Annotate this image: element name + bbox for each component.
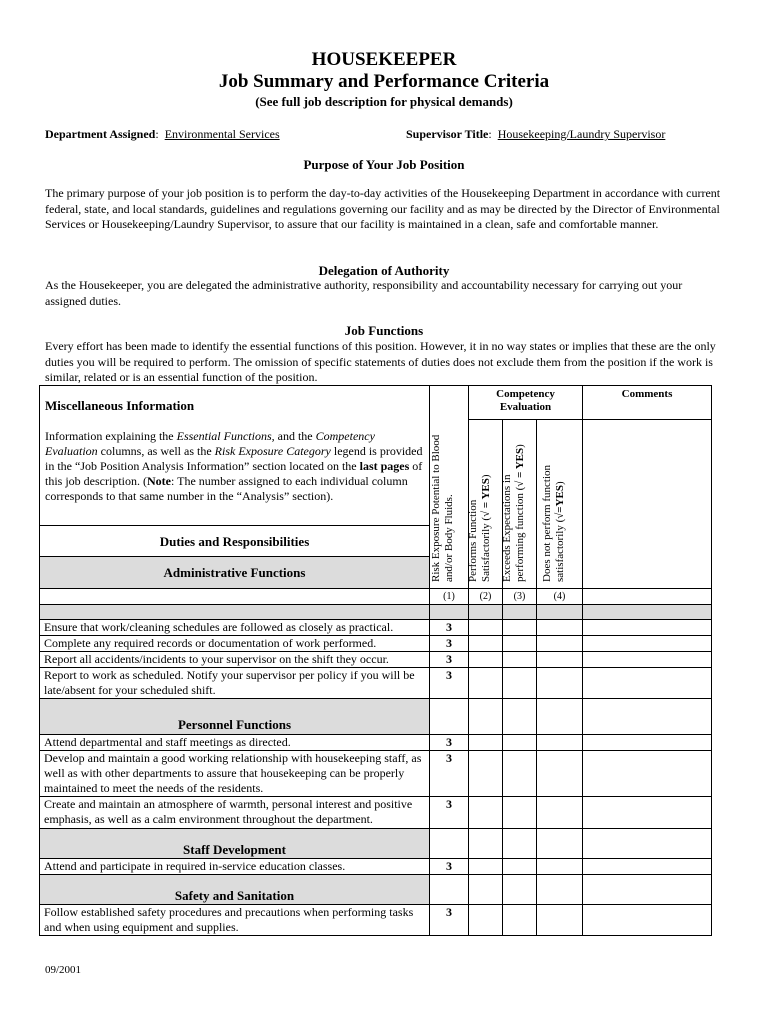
section-spacer [430, 875, 469, 905]
col3-line1: Exceeds Expectations in [500, 474, 513, 582]
duty-text: Report to work as scheduled. Notify your supervisor per policy if you will be late/absent for your scheduled shift. [40, 668, 430, 699]
spacer-cell [537, 605, 583, 620]
duty-text: Ensure that work/cleaning schedules are followed as closely as practical. [40, 620, 430, 636]
risk-value: 3 [430, 859, 469, 875]
col3-text: ) [513, 444, 525, 448]
spacer-cell [469, 605, 503, 620]
col2-text: Satisfactorily ( [479, 516, 491, 582]
performs-checkbox[interactable] [469, 797, 503, 829]
misc-info-cell [40, 386, 430, 526]
exceeds-checkbox[interactable] [503, 751, 537, 797]
performs-checkbox[interactable] [469, 636, 503, 652]
duty-text: Create and maintain an atmosphere of warmth, personal interest and positive emphasis, as well as a calm environment throughout the department. [40, 797, 430, 829]
does-not-checkbox[interactable] [537, 620, 583, 636]
risk-value: 3 [430, 668, 469, 699]
misc-text-part: and the [274, 429, 316, 443]
job-functions-text: Every effort has been made to identify the essential functions of this position. However, it in no way states or implies that these are the only duties you will be required to perform. The omission of specific statements of duties does not exclude them from the position if the work is similar, related or is an essential function of the position. [45, 339, 716, 384]
comments-field[interactable] [583, 668, 712, 699]
section-administrative-functions: Administrative Functions [40, 557, 430, 589]
does-not-checkbox[interactable] [537, 751, 583, 797]
section-personnel-functions: Personnel Functions [40, 699, 430, 735]
does-not-checkbox[interactable] [537, 735, 583, 751]
comments-field[interactable] [583, 735, 712, 751]
section-spacer [537, 829, 583, 859]
supervisor-value: Housekeeping/Laundry Supervisor [497, 127, 666, 141]
supervisor-title: Supervisor Title: Housekeeping/Laundry Supervisor [406, 127, 666, 141]
misc-info-text [45, 429, 424, 504]
duty-text: Follow established safety procedures and precautions when performing tasks and when using equipment and supplies. [40, 905, 430, 936]
department-value: Environmental Services [164, 127, 280, 141]
performs-checkbox[interactable] [469, 652, 503, 668]
section-spacer [469, 875, 503, 905]
misc-text-part: Note [147, 474, 171, 488]
risk-value: 3 [430, 905, 469, 936]
performs-checkbox[interactable] [469, 735, 503, 751]
risk-exposure-header [430, 386, 469, 589]
job-functions-table [39, 385, 712, 936]
delegation-heading: Delegation of Authority [318, 263, 450, 278]
risk-value: 3 [430, 735, 469, 751]
colnum-blank [40, 589, 430, 605]
exceeds-checkbox[interactable] [503, 797, 537, 829]
comments-field[interactable] [583, 859, 712, 875]
document-title: HOUSEKEEPER [311, 49, 457, 70]
risk-value: 3 [430, 797, 469, 829]
section-spacer [537, 875, 583, 905]
col3-line2 [513, 444, 526, 582]
exceeds-checkbox[interactable] [503, 735, 537, 751]
spacer-cell [503, 605, 537, 620]
section-spacer [537, 699, 583, 735]
section-spacer [503, 829, 537, 859]
misc-text-part: Risk Exposure Category [214, 444, 331, 458]
duty-text: Develop and maintain a good working relationship with housekeeping staff, as well as with other departments to assure that housekeeping can be properly maintained to meet the needs of the residents. [40, 751, 430, 797]
misc-text-part: last pages [359, 459, 410, 473]
col2-text: ) [479, 474, 491, 479]
col4-text: ) [553, 481, 565, 486]
risk-value: 3 [430, 652, 469, 668]
performs-checkbox[interactable] [469, 668, 503, 699]
col4-text: satisfactorily ( [553, 518, 565, 582]
performs-function-header [466, 420, 503, 589]
section-spacer [430, 829, 469, 859]
col4-line2 [553, 465, 566, 582]
colnum-1: (1) [430, 589, 469, 605]
section-spacer [469, 699, 503, 735]
table-row [40, 735, 712, 751]
table-row [40, 751, 712, 797]
performs-checkbox[interactable] [469, 751, 503, 797]
duty-text: Complete any required records or documentation of work performed. [40, 636, 430, 652]
exceeds-checkbox[interactable] [503, 668, 537, 699]
purpose-heading: Purpose of Your Job Position [303, 157, 465, 172]
does-not-checkbox[interactable] [537, 652, 583, 668]
performs-checkbox[interactable] [469, 620, 503, 636]
section-spacer [583, 829, 712, 859]
section-spacer [469, 829, 503, 859]
col4-yes: √=YES [553, 485, 565, 519]
department-label: Department Assigned [45, 127, 156, 141]
does-not-checkbox[interactable] [537, 636, 583, 652]
misc-text-part: Information explaining the [45, 429, 177, 443]
misc-text-part: Essential Functions, [176, 429, 275, 443]
section-spacer [503, 875, 537, 905]
department-assigned: Department Assigned: Environmental Services [45, 127, 280, 141]
table-row [40, 620, 712, 636]
section-spacer [430, 699, 469, 735]
colnum-2: (2) [469, 589, 503, 605]
performs-function-label [467, 474, 492, 582]
col4-line1: Does not perform function [540, 465, 553, 582]
table-row [40, 859, 712, 875]
does-not-checkbox[interactable] [537, 668, 583, 699]
does-not-checkbox[interactable] [537, 797, 583, 829]
competency-evaluation-header: Competency Evaluation [469, 386, 583, 420]
col2-line1: Performs Function [466, 499, 479, 582]
colnum-4: (4) [537, 589, 583, 605]
misc-text-part: legend is provided in the “Job Position Analysis Information” section located on the [45, 444, 423, 473]
col1-line2: and/or Body Fluids. [442, 494, 455, 582]
exceeds-checkbox[interactable] [503, 905, 537, 936]
section-staff-development: Staff Development [40, 829, 430, 859]
duty-text: Report all accidents/incidents to your supervisor on the shift they occur. [40, 652, 430, 668]
spacer-row [40, 605, 430, 620]
delegation-text: As the Housekeeper, you are delegated the administrative authority, responsibility and accountability necessary for carrying out your assigned duties. [45, 278, 683, 308]
duty-text: Attend and participate in required in-service education classes. [40, 859, 430, 875]
section-safety-sanitation: Safety and Sanitation [40, 875, 430, 905]
comments-field[interactable] [583, 797, 712, 829]
risk-value: 3 [430, 620, 469, 636]
spacer-cell [430, 605, 469, 620]
comments-field[interactable] [583, 620, 712, 636]
exceeds-checkbox[interactable] [503, 652, 537, 668]
comments-field[interactable] [583, 905, 712, 936]
does-not-perform-header [537, 420, 583, 589]
performs-checkbox[interactable] [469, 859, 503, 875]
supervisor-label: Supervisor Title [406, 127, 489, 141]
misc-text-part: : The number assigned to each individual column corresponds to that same number in the “Analysis” section). [45, 474, 408, 503]
col1-line1: Risk Exposure Potential to Blood [430, 434, 442, 582]
misc-text-part: of this job description. ( [45, 459, 423, 488]
does-not-checkbox[interactable] [537, 905, 583, 936]
col2-line2 [479, 474, 492, 582]
footer-date: 09/2001 [45, 964, 82, 976]
table-row [40, 797, 712, 829]
col3-text: performing function ( [513, 486, 525, 582]
comments-field[interactable] [583, 636, 712, 652]
colnum-blank [583, 589, 712, 605]
table-row [40, 668, 712, 699]
exceeds-expectations-label [501, 444, 526, 582]
does-not-checkbox[interactable] [537, 859, 583, 875]
duty-text: Attend departmental and staff meetings as directed. [40, 735, 430, 751]
comments-field[interactable] [583, 751, 712, 797]
comments-header-space [583, 420, 712, 589]
section-spacer [583, 699, 712, 735]
risk-value: 3 [430, 636, 469, 652]
document-subtitle: Job Summary and Performance Criteria [218, 71, 550, 92]
document-note: (See full job description for physical demands) [255, 94, 513, 109]
purpose-text: The primary purpose of your job position is to perform the day-to-day activities of the Housekeeping Department in accordance with current federal, state, and local standards, guidelines and regulations governing our facility and as may be directed by the Director of Environmental Services or Housekeeping/Laundry Supervisor, to assure that our facility is maintained in a clean, safe and comfortable manner. [45, 186, 721, 231]
risk-value: 3 [430, 751, 469, 797]
misc-text-part: columns, as well as the [97, 444, 215, 458]
colnum-3: (3) [503, 589, 537, 605]
exceeds-expectations-header [500, 420, 537, 589]
table-row [40, 636, 712, 652]
job-functions-heading: Job Functions [344, 323, 424, 338]
exceeds-checkbox[interactable] [503, 620, 537, 636]
misc-info-heading: Miscellaneous Information [45, 398, 195, 413]
section-spacer [503, 699, 537, 735]
exceeds-checkbox[interactable] [503, 636, 537, 652]
exceeds-checkbox[interactable] [503, 859, 537, 875]
performs-checkbox[interactable] [469, 905, 503, 936]
comments-header: Comments [583, 386, 712, 420]
table-row [40, 905, 712, 936]
table-row [40, 652, 712, 668]
does-not-perform-label [541, 465, 566, 582]
spacer-cell [583, 605, 712, 620]
col2-yes: √ = YES [479, 478, 491, 517]
col3-yes: √ = YES [513, 447, 525, 487]
duties-heading: Duties and Responsibilities [40, 526, 430, 557]
risk-exposure-label [430, 435, 455, 582]
comments-field[interactable] [583, 652, 712, 668]
section-spacer [583, 875, 712, 905]
misc-text-part: Competency Evaluation [45, 429, 375, 458]
